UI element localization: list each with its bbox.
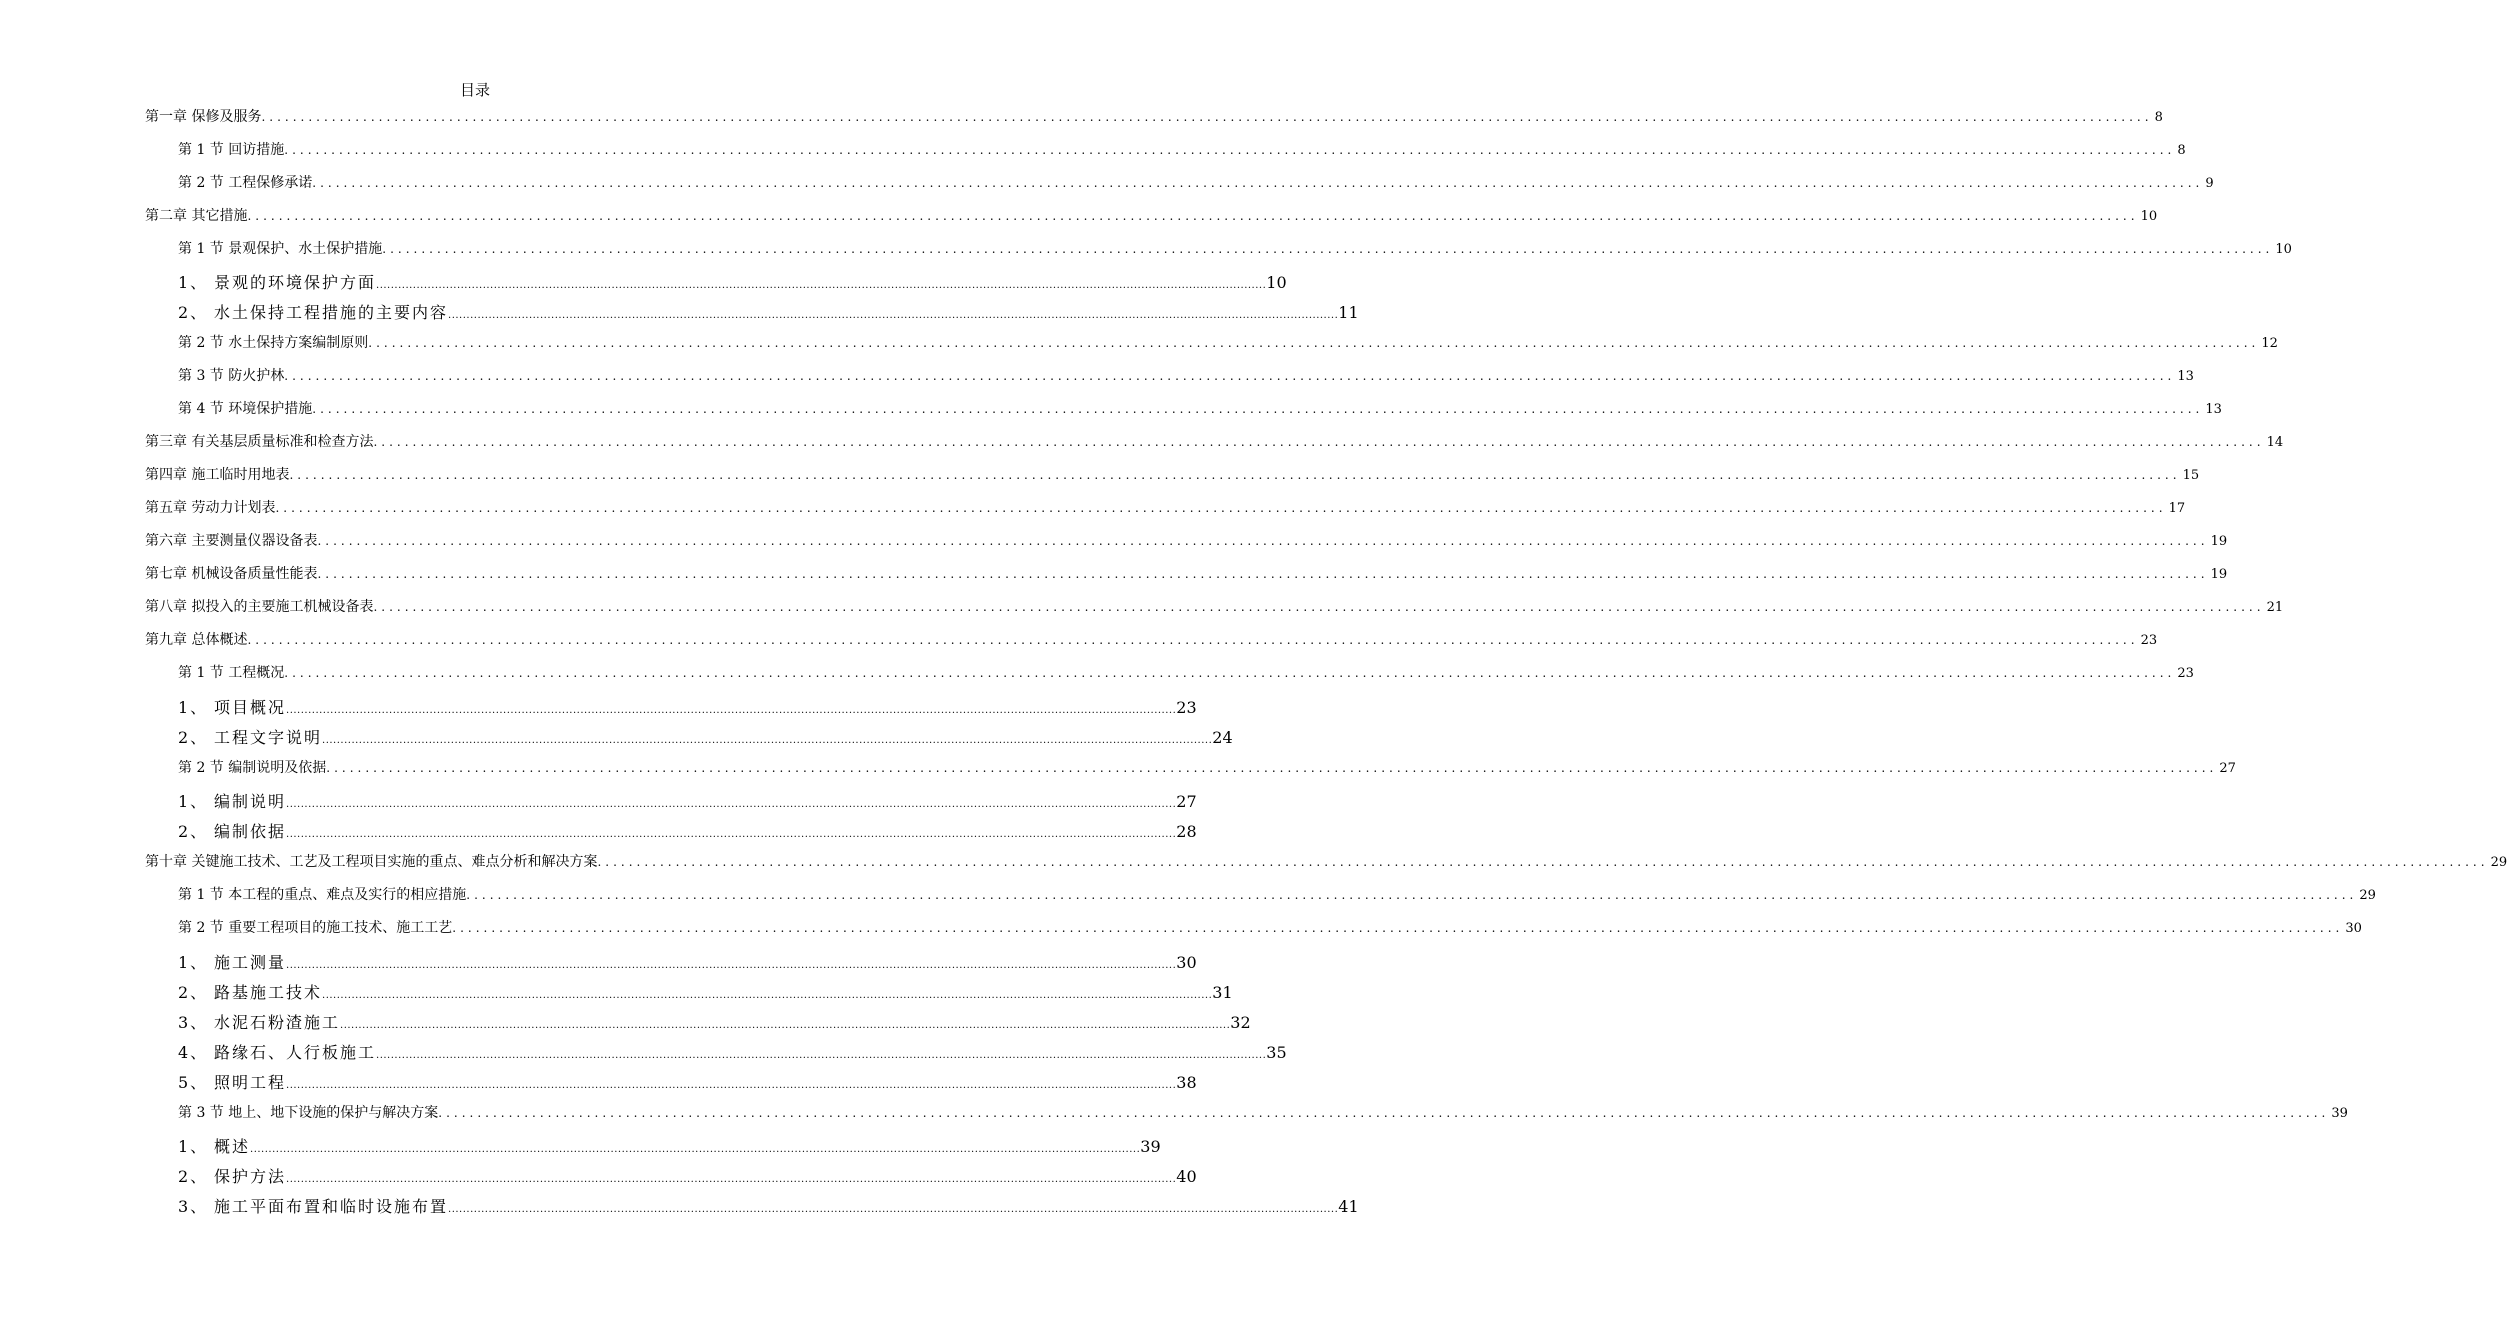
toc-entry[interactable] [145,630,2158,651]
toc-entry-label [178,697,286,719]
toc-entry-label [178,1166,286,1188]
dot-leader: .................................................................................................................................................................................................................................................. [322,990,1213,1001]
toc-entry-page-number: 21 [2266,600,2284,615]
toc-entry[interactable] [178,758,2236,779]
dot-leader: .................................................................................................................................................................................................................................................. [312,176,2204,190]
toc-entry-number: 1、 [178,1137,209,1156]
toc-entry-text: 景观的环境保护方面 [214,273,377,292]
toc-entry-label: 第五章 劳动力计划表 [145,500,276,516]
toc-entry-label: 第 1 节 回访措施 [178,142,285,158]
toc-entry-page-number: 41 [1338,1197,1359,1216]
toc-entry-page-number: 17 [2168,501,2186,516]
toc-entry-label [178,1042,376,1064]
toc-entry-label [178,821,286,843]
toc-entry-label: 第八章 拟投入的主要施工机械设备表 [145,599,374,615]
toc-entry-page-number: 8 [2154,110,2163,125]
toc-entry[interactable] [178,1166,1197,1191]
toc-entry[interactable] [178,302,1359,327]
dot-leader: .................................................................................................................................................................................................................................................. [284,143,2176,157]
toc-entry-label: 第 3 节 地上、地下设施的保护与解决方案 [178,1105,439,1121]
dot-leader: .................................................................................................................................................................................................................................................. [382,242,2274,256]
dot-leader: .................................................................................................................................................................................................................................................. [448,310,1339,321]
toc-entry[interactable] [145,498,2186,519]
dot-leader: .................................................................................................................................................................................................................................................. [286,960,1177,971]
toc-entry-page-number: 39 [1140,1137,1161,1156]
toc-entry-page-number: 19 [2210,534,2228,549]
toc-entry-number: 3、 [178,1197,209,1216]
dot-leader: .................................................................................................................................................................................................................................................. [373,435,2265,449]
toc-entry-text: 项目概况 [214,698,287,717]
dot-leader: .................................................................................................................................................................................................................................................. [376,280,1267,291]
toc-entry-label [178,952,286,974]
toc-entry-text: 编制说明 [214,792,287,811]
toc-entry-page-number: 27 [1176,792,1197,811]
toc-entry[interactable] [178,918,2362,939]
toc-entry[interactable] [178,140,2186,161]
toc-entry-number: 5、 [178,1073,209,1092]
toc-entry-page-number: 9 [2205,176,2214,191]
toc-entry[interactable] [145,597,2284,618]
dot-leader: .................................................................................................................................................................................................................................................. [368,336,2260,350]
dot-leader: .................................................................................................................................................................................................................................................. [452,921,2344,935]
toc-entry-page-number: 24 [1212,728,1233,747]
dot-leader: .................................................................................................................................................................................................................................................. [326,761,2218,775]
toc-entry[interactable] [145,852,2507,873]
dot-leader: .................................................................................................................................................................................................................................................. [438,1106,2330,1120]
toc-entry-label: 第 2 节 编制说明及依据 [178,760,327,776]
dot-leader: .................................................................................................................................................................................................................................................. [286,1080,1177,1091]
toc-entry-text: 路缘石、人行板施工 [214,1043,377,1062]
toc-entry-label: 第九章 总体概述 [145,632,248,648]
toc-entry[interactable] [178,1136,1161,1161]
dot-leader: .................................................................................................................................................................................................................................................. [286,799,1177,810]
dot-leader: .................................................................................................................................................................................................................................................. [317,534,2209,548]
toc-entry-page-number: 13 [2205,402,2222,417]
toc-entry-text: 保护方法 [214,1167,287,1186]
toc-entry-label [178,1072,286,1094]
toc-entry-page-number: 31 [1212,983,1233,1002]
toc-entry-label [178,1196,448,1218]
dot-leader: .................................................................................................................................................................................................................................................. [250,1144,1141,1155]
toc-entry[interactable] [178,272,1287,297]
toc-entry-page-number: 23 [2140,633,2158,648]
dot-leader: .................................................................................................................................................................................................................................................. [373,600,2265,614]
dot-leader: .................................................................................................................................................................................................................................................. [247,633,2139,647]
toc-entry-page-number: 8 [2177,143,2186,158]
toc-title: 目录 [459,81,490,99]
toc-entry-page-number: 28 [1176,822,1197,841]
toc-entry-page-number: 39 [2331,1106,2348,1121]
toc-entry-label: 第十章 关键施工技术、工艺及工程项目实施的重点、难点分析和解决方案 [145,854,598,870]
toc-entry-number: 3、 [178,1013,209,1032]
toc-entry-text: 路基施工技术 [214,983,323,1002]
toc-entry[interactable] [178,1103,2348,1124]
toc-entry-label: 第三章 有关基层质量标准和检查方法 [145,434,374,450]
toc-entry[interactable] [178,1072,1197,1097]
dot-leader: .................................................................................................................................................................................................................................................. [448,1204,1339,1215]
toc-entry-label: 第二章 其它措施 [145,208,248,224]
toc-entry-text: 照明工程 [214,1073,287,1092]
toc-entry-page-number: 11 [1338,303,1359,322]
toc-entry-page-number: 12 [2261,336,2278,351]
toc-entry-text: 施工测量 [214,953,287,972]
toc-entry-page-number: 15 [2182,468,2200,483]
toc-entry[interactable] [145,564,2228,585]
dot-leader: .................................................................................................................................................................................................................................................. [597,855,2489,869]
toc-entry-text: 编制依据 [214,822,287,841]
dot-leader: .................................................................................................................................................................................................................................................. [376,1050,1267,1061]
dot-leader: .................................................................................................................................................................................................................................................. [312,402,2204,416]
toc-entry-page-number: 10 [1266,273,1287,292]
toc-entry-number: 2、 [178,983,209,1002]
toc-entry[interactable] [178,239,2292,260]
toc-entry-label: 第 3 节 防火护林 [178,368,285,384]
toc-entry-page-number: 30 [2345,921,2362,936]
dot-leader: .................................................................................................................................................................................................................................................. [247,209,2139,223]
toc-entry-number: 1、 [178,273,209,292]
toc-entry-label [178,982,322,1004]
toc-entry[interactable] [178,366,2194,387]
toc-entry-label [178,1136,250,1158]
toc-entry-text: 概述 [214,1137,251,1156]
toc-entry-page-number: 29 [2359,888,2376,903]
toc-entry[interactable] [178,727,1233,752]
dot-leader: .................................................................................................................................................................................................................................................. [286,705,1177,716]
toc-entry[interactable] [145,107,2163,128]
toc-entry-label: 第六章 主要测量仪器设备表 [145,533,318,549]
toc-entry-label [178,791,286,813]
toc-entry[interactable] [145,432,2284,453]
toc-entry-label: 第 1 节 本工程的重点、难点及实行的相应措施 [178,887,467,903]
toc-entry-page-number: 23 [1176,698,1197,717]
toc-entry-page-number: 23 [2177,666,2194,681]
dot-leader: .................................................................................................................................................................................................................................................. [284,666,2176,680]
toc-entry[interactable] [178,173,2214,194]
toc-entry-page-number: 32 [1230,1013,1251,1032]
toc-entry-page-number: 30 [1176,953,1197,972]
dot-leader: .................................................................................................................................................................................................................................................. [286,829,1177,840]
toc-entry-label [178,302,448,324]
toc-entry-number: 2、 [178,728,209,747]
toc-entry-text: 工程文字说明 [214,728,323,747]
toc-entry-number: 4、 [178,1043,209,1062]
dot-leader: .................................................................................................................................................................................................................................................. [286,1174,1177,1185]
dot-leader: .................................................................................................................................................................................................................................................. [284,369,2176,383]
toc-entry-page-number: 10 [2140,209,2158,224]
toc-entry[interactable] [178,1012,1251,1037]
toc-entry[interactable] [178,663,2194,684]
toc-entry-text: 水土保持工程措施的主要内容 [214,303,449,322]
toc-entry-page-number: 19 [2210,567,2228,582]
dot-leader: .................................................................................................................................................................................................................................................. [466,888,2358,902]
toc-entry[interactable] [178,697,1197,722]
toc-entry-page-number: 10 [2275,242,2292,257]
toc-entry-page-number: 40 [1176,1167,1197,1186]
toc-entry-text: 施工平面布置和临时设施布置 [214,1197,449,1216]
toc-entry-text: 水泥石粉渣施工 [214,1013,341,1032]
dot-leader: .................................................................................................................................................................................................................................................. [261,110,2153,124]
dot-leader: .................................................................................................................................................................................................................................................. [275,501,2167,515]
toc-entry-number: 2、 [178,303,209,322]
toc-entry[interactable] [178,333,2278,354]
toc-entry-label [178,1012,340,1034]
toc-entry-label: 第 1 节 工程概况 [178,665,285,681]
toc-entry[interactable] [178,791,1197,816]
toc-entry-label: 第 2 节 工程保修承诺 [178,175,313,191]
toc-entry[interactable] [178,821,1197,846]
toc-entry-page-number: 14 [2266,435,2284,450]
toc-entry[interactable] [178,1042,1287,1067]
toc-entry[interactable] [178,982,1233,1007]
toc-entry-label: 第四章 施工临时用地表 [145,467,290,483]
toc-entry-label [178,727,322,749]
toc-entry[interactable] [178,1196,1359,1221]
dot-leader: .................................................................................................................................................................................................................................................. [340,1020,1231,1031]
toc-entry-label: 第 4 节 环境保护措施 [178,401,313,417]
toc-entry-page-number: 29 [2490,855,2507,870]
toc-entry-number: 1、 [178,792,209,811]
toc-entry-label: 第七章 机械设备质量性能表 [145,566,318,582]
toc-entry[interactable] [178,952,1197,977]
toc-entry-page-number: 27 [2219,761,2236,776]
toc-entry-label: 第 1 节 景观保护、水土保护措施 [178,241,383,257]
toc-entry-page-number: 35 [1266,1043,1287,1062]
toc-entry-number: 1、 [178,953,209,972]
toc-entry-number: 1、 [178,698,209,717]
dot-leader: .................................................................................................................................................................................................................................................. [322,735,1213,746]
dot-leader: .................................................................................................................................................................................................................................................. [317,567,2209,581]
toc-entry-label: 第 2 节 重要工程项目的施工技术、施工工艺 [178,920,453,936]
toc-entry[interactable] [178,885,2376,906]
toc-entry[interactable] [145,465,2200,486]
toc-entry-page-number: 38 [1176,1073,1197,1092]
toc-entry-page-number: 13 [2177,369,2194,384]
toc-entry[interactable] [145,531,2228,552]
toc-entry-number: 2、 [178,1167,209,1186]
toc-entry-label [178,272,376,294]
dot-leader: .................................................................................................................................................................................................................................................. [289,468,2181,482]
toc-entry[interactable] [178,399,2222,420]
toc-entry-label: 第一章 保修及服务 [145,109,262,125]
toc-entry[interactable] [145,206,2158,227]
toc-entry-number: 2、 [178,822,209,841]
toc-entry-label: 第 2 节 水土保持方案编制原则 [178,335,369,351]
